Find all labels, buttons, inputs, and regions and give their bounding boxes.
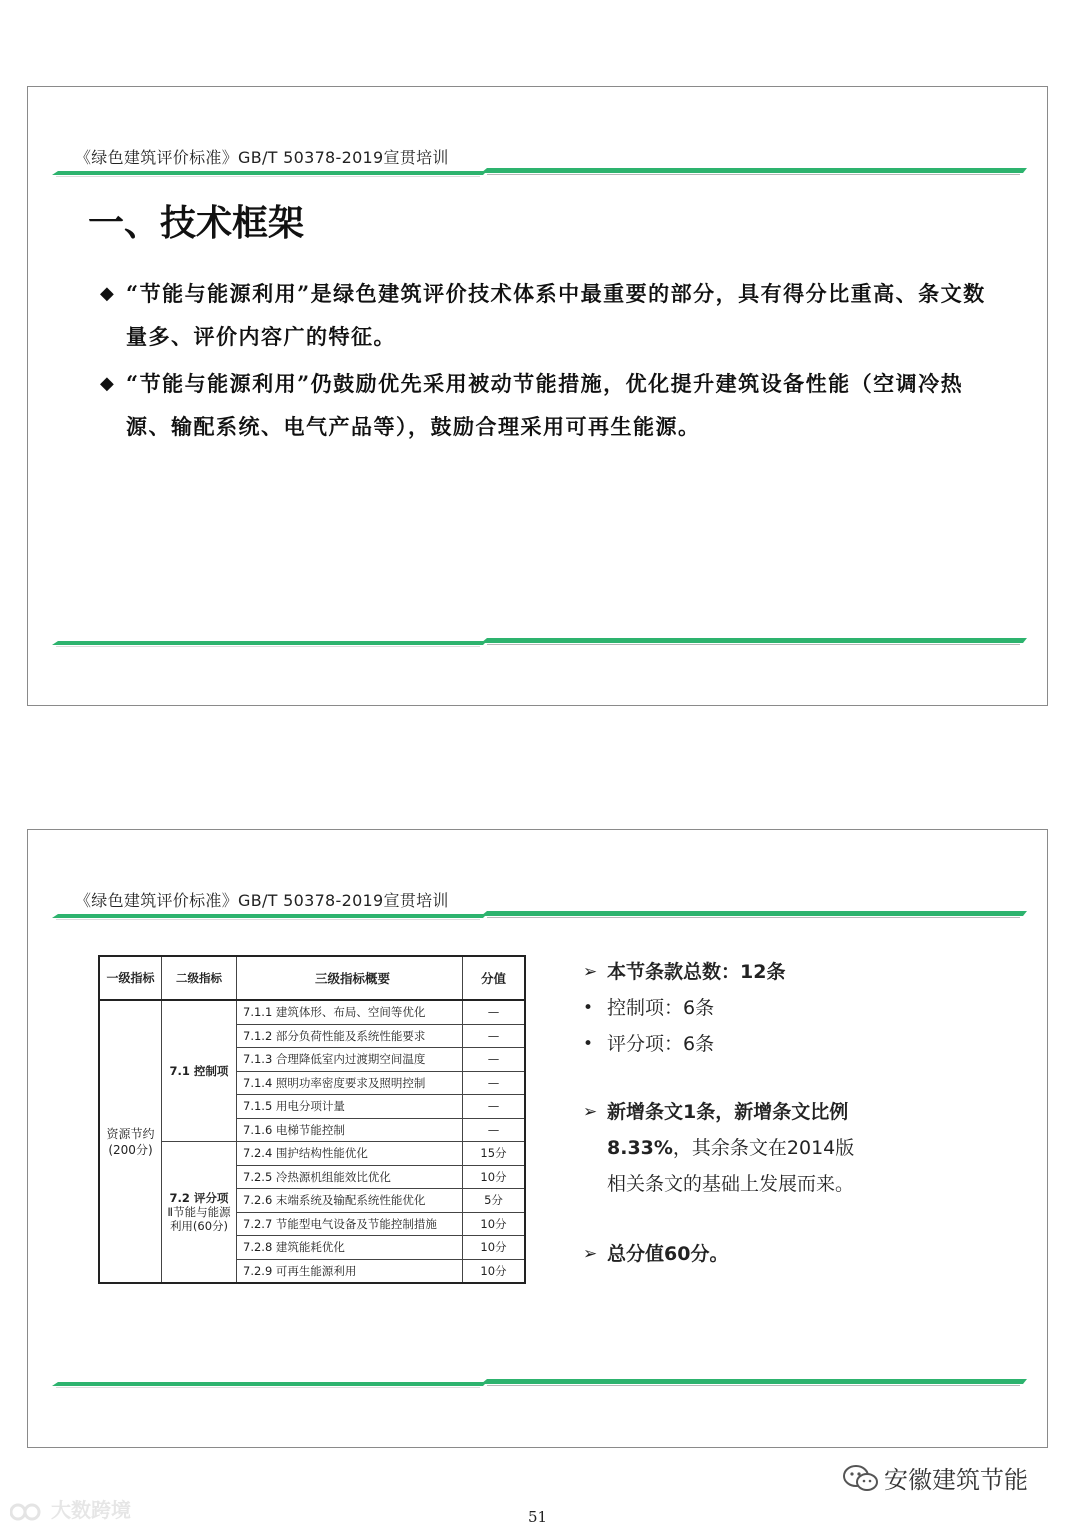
diamond-bullet-icon: ◆ xyxy=(100,283,114,304)
score-cell: — xyxy=(463,1071,526,1095)
watermark-logo-icon xyxy=(10,1502,44,1522)
slide-1 xyxy=(27,86,1048,706)
arrow-bullet-icon: ➢ xyxy=(583,962,598,982)
bullet-text: “节能与能源利用”仍鼓励优先采用被动节能措施，优化提升建筑设备性能（空调冷热源、输配系统、电气产品等），鼓励合理采用可再生能源。 xyxy=(126,371,964,439)
dot-bullet-icon: • xyxy=(583,1034,594,1054)
bullet-item xyxy=(100,272,1000,358)
group-scoring-label: 7.2 评分项 xyxy=(169,1191,229,1205)
group-scoring-cell xyxy=(162,1142,237,1284)
score-cell: 15分 xyxy=(463,1142,526,1166)
watermark-right: 安徽建筑节能 xyxy=(842,1460,1028,1495)
bullet-list xyxy=(100,272,1000,452)
header-score: 分值 xyxy=(463,956,526,1000)
group-scoring-sublabel: Ⅱ节能与能源利用(60分) xyxy=(167,1205,231,1233)
item-cell: 7.1.3 合理降低室内过渡期空间温度 xyxy=(237,1048,463,1072)
arrow-bullet-icon: ➢ xyxy=(583,1244,598,1264)
header-rule xyxy=(28,910,1049,920)
arrow-bullet-icon: ➢ xyxy=(583,1102,598,1122)
footer-rule xyxy=(28,1378,1049,1388)
score-cell: 10分 xyxy=(463,1236,526,1260)
point-new xyxy=(583,1094,913,1202)
slide-header: 《绿色建筑评价标准》GB/T 50378-2019宣贯培训 xyxy=(75,891,449,910)
diamond-bullet-icon: ◆ xyxy=(100,373,114,394)
item-cell: 7.2.5 冷热源机组能效比优化 xyxy=(237,1165,463,1189)
item-cell: 7.1.6 电梯节能控制 xyxy=(237,1118,463,1142)
item-cell: 7.2.7 节能型电气设备及节能控制措施 xyxy=(237,1212,463,1236)
slide-title: 一、技术框架 xyxy=(88,203,305,244)
score-cell: — xyxy=(463,1048,526,1072)
summary-points xyxy=(583,954,913,1272)
table-row xyxy=(99,1000,525,1024)
point-score-total: ➢ 总分值60分。 xyxy=(583,1236,913,1272)
level1-cell: 资源节约(200分) xyxy=(99,1000,162,1283)
score-cell: — xyxy=(463,1000,526,1024)
header-level1: 一级指标 xyxy=(99,956,162,1000)
score-cell: 5分 xyxy=(463,1189,526,1213)
point-new-bold: 新增条文1条，新增条文比例8.33% xyxy=(607,1101,849,1159)
table-row xyxy=(99,1142,525,1166)
point-scoring: • 评分项：6条 xyxy=(583,1026,913,1062)
footer-rule xyxy=(28,637,1049,647)
score-cell: 10分 xyxy=(463,1165,526,1189)
table-header-row xyxy=(99,956,525,1000)
indicator-table-wrap xyxy=(98,955,526,1284)
score-cell: 10分 xyxy=(463,1212,526,1236)
slide-2 xyxy=(27,829,1048,1448)
point-new-rest: ，其余条文在2014版相关条文的基础上发展而来。 xyxy=(607,1137,855,1195)
item-cell: 7.2.4 围护结构性能优化 xyxy=(237,1142,463,1166)
dot-bullet-icon: • xyxy=(583,998,594,1018)
slide-header: 《绿色建筑评价标准》GB/T 50378-2019宣贯培训 xyxy=(75,148,449,167)
header-level2: 二级指标 xyxy=(162,956,237,1000)
item-cell: 7.2.9 可再生能源利用 xyxy=(237,1259,463,1283)
bullet-item xyxy=(100,362,1000,448)
indicator-table xyxy=(98,955,526,1284)
item-cell: 7.2.6 末端系统及输配系统性能优化 xyxy=(237,1189,463,1213)
item-cell: 7.1.4 照明功率密度要求及照明控制 xyxy=(237,1071,463,1095)
point-total: ➢ 本节条款总数：12条 xyxy=(583,954,913,990)
score-cell: 10分 xyxy=(463,1259,526,1283)
score-cell: — xyxy=(463,1024,526,1048)
item-cell: 7.1.1 建筑体形、布局、空间等优化 xyxy=(237,1000,463,1024)
group-control-cell: 7.1 控制项 xyxy=(162,1000,237,1142)
wechat-icon xyxy=(842,1463,880,1493)
score-cell: — xyxy=(463,1095,526,1119)
score-cell: — xyxy=(463,1118,526,1142)
item-cell: 7.1.2 部分负荷性能及系统性能要求 xyxy=(237,1024,463,1048)
item-cell: 7.1.5 用电分项计量 xyxy=(237,1095,463,1119)
bullet-text: “节能与能源利用”是绿色建筑评价技术体系中最重要的部分，具有得分比重高、条文数量多、评价内容广的特征。 xyxy=(126,281,986,349)
header-level3: 三级指标概要 xyxy=(237,956,463,1000)
point-control: • 控制项：6条 xyxy=(583,990,913,1026)
watermark-left: 大数跨境 xyxy=(10,1494,131,1523)
page-number: 51 xyxy=(528,1508,548,1526)
header-rule xyxy=(28,167,1049,177)
item-cell: 7.2.8 建筑能耗优化 xyxy=(237,1236,463,1260)
